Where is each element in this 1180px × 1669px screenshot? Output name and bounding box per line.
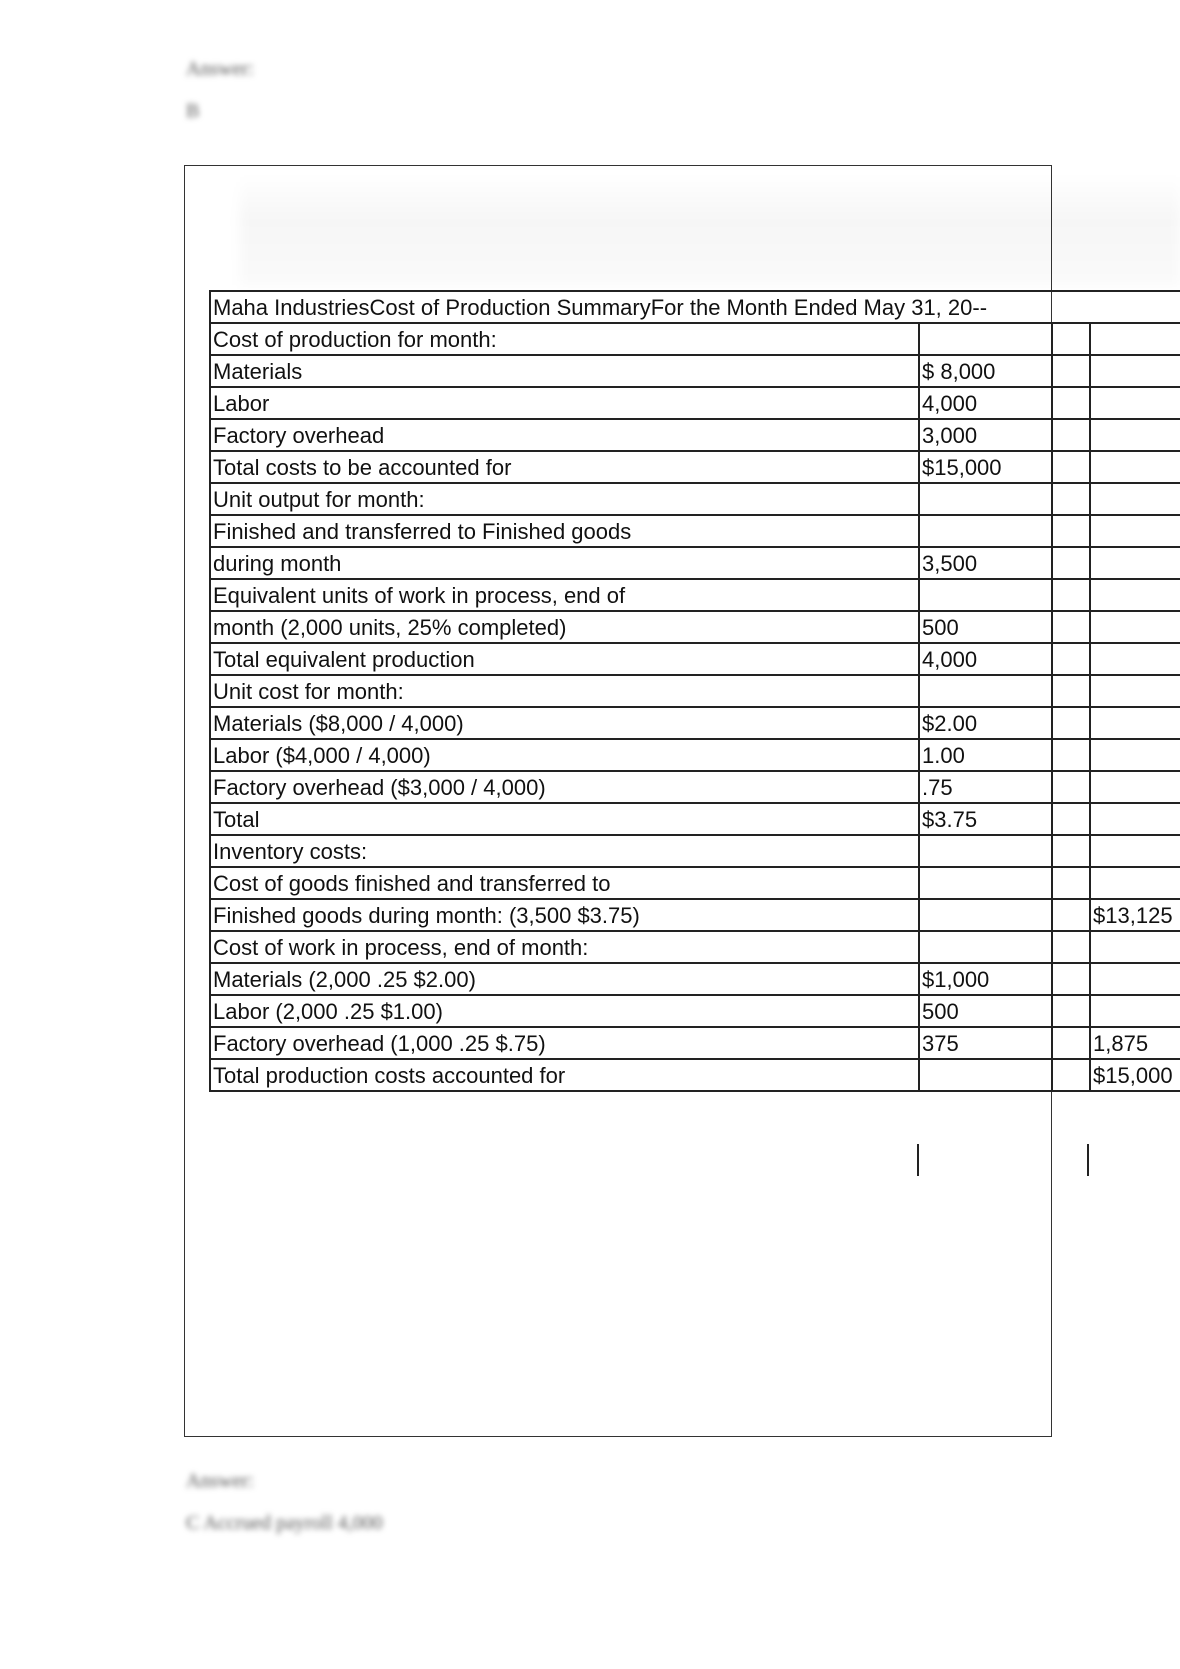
row-label: Labor ($4,000 / 4,000) — [210, 739, 919, 771]
row-spacer — [1052, 1059, 1090, 1091]
table-row — [210, 355, 1180, 387]
table-row — [210, 995, 1180, 1027]
row-total — [1090, 419, 1180, 451]
row-spacer — [1052, 547, 1090, 579]
blurred-header-band — [240, 175, 1180, 285]
row-total — [1090, 611, 1180, 643]
row-label: Cost of work in process, end of month: — [210, 931, 919, 963]
row-amount: $1,000 — [919, 963, 1052, 995]
row-total — [1090, 931, 1180, 963]
row-label: Total production costs accounted for — [210, 1059, 919, 1091]
row-label: Total costs to be accounted for — [210, 451, 919, 483]
table-row — [210, 483, 1180, 515]
table-row — [210, 323, 1180, 355]
row-spacer — [1052, 579, 1090, 611]
table-row — [210, 515, 1180, 547]
row-spacer — [1052, 867, 1090, 899]
row-amount: 3,000 — [919, 419, 1052, 451]
row-total — [1090, 515, 1180, 547]
row-amount — [919, 931, 1052, 963]
table-row — [210, 579, 1180, 611]
row-amount: $ 8,000 — [919, 355, 1052, 387]
row-total — [1090, 451, 1180, 483]
answer-label-top: Answer: — [186, 58, 254, 80]
row-total — [1090, 643, 1180, 675]
column-rule-stub — [917, 1144, 919, 1176]
row-total — [1090, 963, 1180, 995]
row-amount: 4,000 — [919, 643, 1052, 675]
table-row — [210, 803, 1180, 835]
row-spacer — [1052, 1027, 1090, 1059]
row-spacer — [1052, 387, 1090, 419]
answer-label-bottom: Answer: — [186, 1470, 254, 1492]
row-amount: .75 — [919, 771, 1052, 803]
row-label: Materials ($8,000 / 4,000) — [210, 707, 919, 739]
row-total — [1090, 835, 1180, 867]
row-spacer — [1052, 803, 1090, 835]
row-amount — [919, 835, 1052, 867]
row-amount: $15,000 — [919, 451, 1052, 483]
row-label: Equivalent units of work in process, end of — [210, 579, 919, 611]
row-amount: 3,500 — [919, 547, 1052, 579]
row-spacer — [1052, 515, 1090, 547]
row-total — [1090, 867, 1180, 899]
row-label: Cost of goods finished and transferred to — [210, 867, 919, 899]
row-amount: $2.00 — [919, 707, 1052, 739]
row-total — [1090, 387, 1180, 419]
row-label: Labor (2,000 .25 $1.00) — [210, 995, 919, 1027]
row-total — [1090, 707, 1180, 739]
row-label: Materials — [210, 355, 919, 387]
row-spacer — [1052, 611, 1090, 643]
table-row — [210, 387, 1180, 419]
row-total — [1090, 675, 1180, 707]
answer-value-bottom: C Accrued payroll 4,000 — [186, 1512, 383, 1534]
table-row — [210, 675, 1180, 707]
row-total — [1090, 355, 1180, 387]
row-total: $15,000 — [1090, 1059, 1180, 1091]
table-row — [210, 931, 1180, 963]
row-label: Labor — [210, 387, 919, 419]
row-spacer — [1052, 835, 1090, 867]
answer-value-top: B — [186, 100, 200, 122]
row-label: Unit cost for month: — [210, 675, 919, 707]
row-total — [1090, 739, 1180, 771]
table-row — [210, 771, 1180, 803]
row-label: Factory overhead — [210, 419, 919, 451]
row-label: Factory overhead ($3,000 / 4,000) — [210, 771, 919, 803]
table-row — [210, 899, 1180, 931]
row-spacer — [1052, 643, 1090, 675]
row-amount: 375 — [919, 1027, 1052, 1059]
row-spacer — [1052, 323, 1090, 355]
table-row — [210, 1027, 1180, 1059]
row-label: Finished goods during month: (3,500 $3.75) — [210, 899, 919, 931]
table-title: Maha IndustriesCost of Production SummaryFor the Month Ended May 31, 20-- — [210, 291, 1090, 323]
row-spacer — [1052, 931, 1090, 963]
row-amount — [919, 323, 1052, 355]
row-amount — [919, 579, 1052, 611]
table-row — [210, 1059, 1180, 1091]
table-row — [210, 419, 1180, 451]
row-total — [1090, 995, 1180, 1027]
row-amount — [919, 483, 1052, 515]
row-label: month (2,000 units, 25% completed) — [210, 611, 919, 643]
row-amount: 1.00 — [919, 739, 1052, 771]
row-label: Total — [210, 803, 919, 835]
row-total — [1090, 547, 1180, 579]
row-amount — [919, 899, 1052, 931]
row-spacer — [1052, 675, 1090, 707]
row-label: Finished and transferred to Finished goods — [210, 515, 919, 547]
table-row — [210, 611, 1180, 643]
row-spacer — [1052, 995, 1090, 1027]
table-row — [210, 963, 1180, 995]
row-total: $13,125 — [1090, 899, 1180, 931]
row-total — [1090, 323, 1180, 355]
row-total: 1,875 — [1090, 1027, 1180, 1059]
row-amount: $3.75 — [919, 803, 1052, 835]
row-total — [1090, 483, 1180, 515]
row-label: Cost of production for month: — [210, 323, 919, 355]
row-spacer — [1052, 899, 1090, 931]
table-row — [210, 739, 1180, 771]
row-spacer — [1052, 739, 1090, 771]
cost-summary-table-wrap — [209, 290, 1180, 1092]
row-amount — [919, 1059, 1052, 1091]
row-label: during month — [210, 547, 919, 579]
row-label: Unit output for month: — [210, 483, 919, 515]
row-spacer — [1052, 451, 1090, 483]
row-amount: 500 — [919, 995, 1052, 1027]
row-spacer — [1052, 419, 1090, 451]
row-amount — [919, 675, 1052, 707]
row-amount: 500 — [919, 611, 1052, 643]
row-amount — [919, 515, 1052, 547]
table-row — [210, 451, 1180, 483]
table-row — [210, 835, 1180, 867]
row-spacer — [1052, 483, 1090, 515]
table-row — [210, 547, 1180, 579]
table-title-tail — [1090, 291, 1180, 323]
table-title-row — [210, 291, 1180, 323]
row-label: Total equivalent production — [210, 643, 919, 675]
row-spacer — [1052, 771, 1090, 803]
row-label: Materials (2,000 .25 $2.00) — [210, 963, 919, 995]
row-total — [1090, 771, 1180, 803]
row-spacer — [1052, 963, 1090, 995]
table-row — [210, 707, 1180, 739]
row-spacer — [1052, 355, 1090, 387]
table-row — [210, 643, 1180, 675]
row-label: Inventory costs: — [210, 835, 919, 867]
column-rule-stub — [1087, 1144, 1089, 1176]
table-row — [210, 867, 1180, 899]
row-amount — [919, 867, 1052, 899]
row-spacer — [1052, 707, 1090, 739]
row-label: Factory overhead (1,000 .25 $.75) — [210, 1027, 919, 1059]
row-total — [1090, 579, 1180, 611]
cost-of-production-summary-table — [209, 290, 1180, 1092]
row-total — [1090, 803, 1180, 835]
row-amount: 4,000 — [919, 387, 1052, 419]
